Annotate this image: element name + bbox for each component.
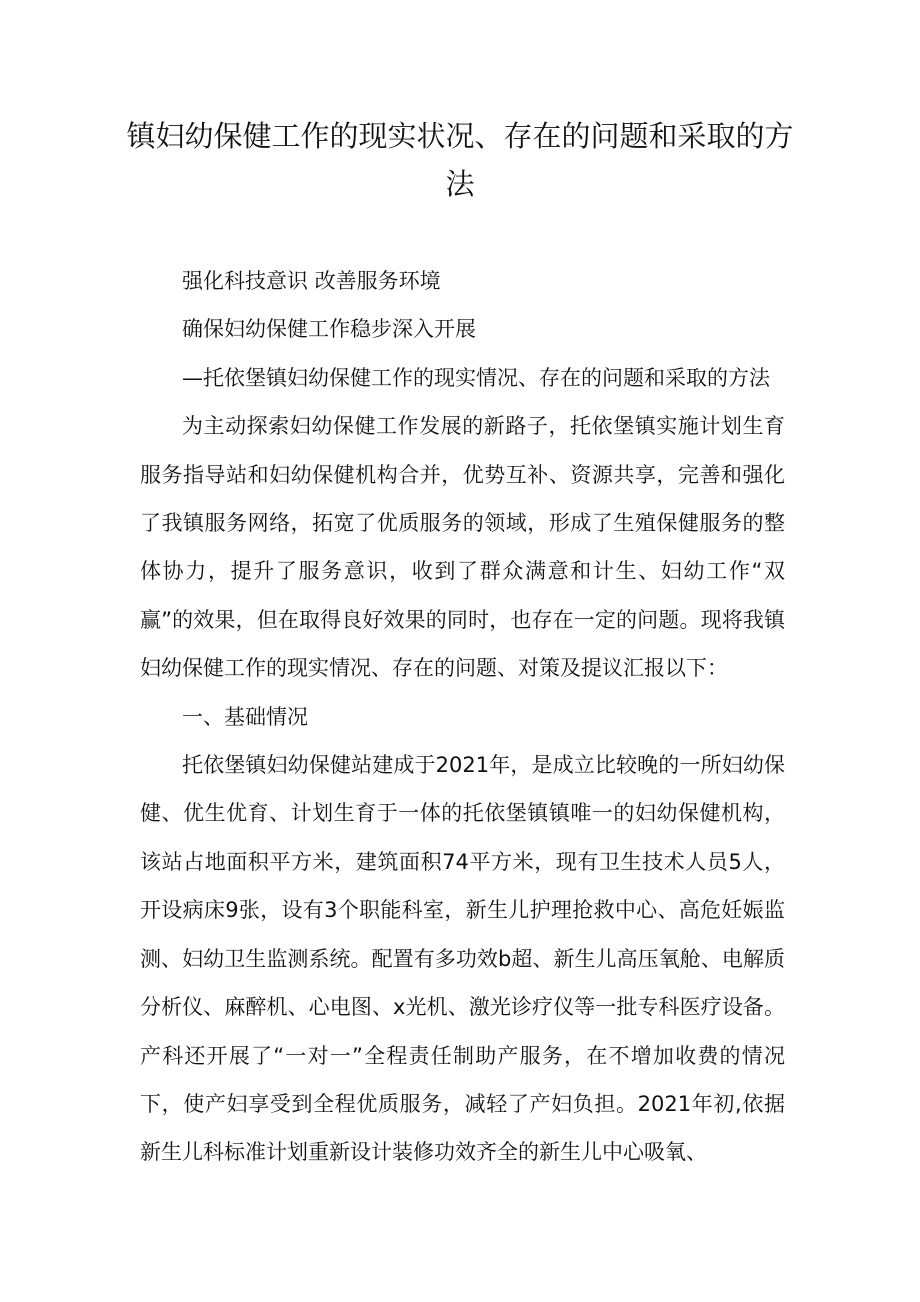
document-body	[140, 257, 785, 1177]
paragraph-subtitle-3: —托依堡镇妇幼保健工作的现实情况、存在的问题和采取的方法	[182, 365, 770, 390]
document-title: 镇妇幼保健工作的现实状况、存在的问题和采取的方法	[126, 119, 794, 201]
paragraph-basic-info: 托依堡镇妇幼保健站建成于2021年，是成立比较晚的一所妇幼保健、优生优育、计划生育于一体的托依堡镇镇唯一的妇幼保健机构，该站占地面积平方米，建筑面积74平方米，现有卫生技术人员5人，开设病床9张，设有3个职能科室，新生儿护理抢救中心、高危妊娠监测、妇幼卫生监测系统。配置有多功效b超、新生儿高压氧舱、电解质分析仪、麻醉机、心电图、x光机、激光诊疗仪等一批专科医疗设备。产科还开展了“一对一”全程责任制助产服务，在不增加收费的情况下，使产妇享受到全程优质服务，减轻了产妇负担。2021年初,依据新生儿科标准计划重新设计装修功效齐全的新生儿中心吸氧、	[140, 753, 785, 1165]
paragraph-subtitle-1: 强化科技意识 改善服务环境	[182, 269, 441, 293]
paragraph-intro: 为主动探索妇幼保健工作发展的新路子，托依堡镇实施计划生育服务指导站和妇幼保健机构合并，优势互补、资源共享，完善和强化了我镇服务网络，拓宽了优质服务的领域，形成了生殖保健服务的整体协力，提升了服务意识，收到了群众满意和计生、妇幼工作“双赢”的效果，但在取得良好效果的同时，也存在一定的问题。现将我镇妇幼保健工作的现实情况、存在的问题、对策及提议汇报以下：	[140, 414, 785, 681]
paragraph-subtitle-2: 确保妇幼保健工作稳步深入开展	[182, 317, 476, 342]
section-heading: 一、基础情况	[182, 704, 308, 729]
